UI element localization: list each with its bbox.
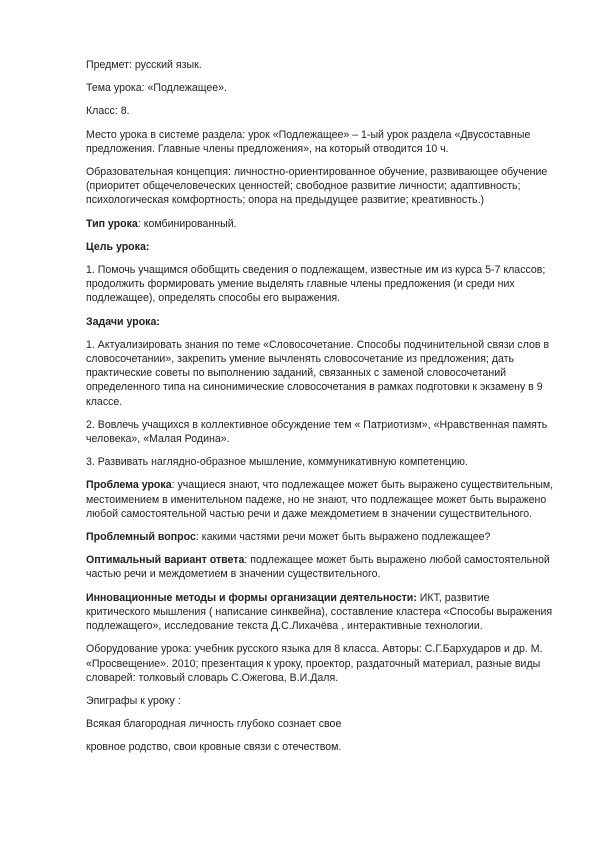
epigraph-line-2: кровное родство, свои кровные связи с отечеством. [86, 741, 342, 754]
task-item-3: 3. Развивать наглядно-образное мышление, коммуникативную компетенцию. [86, 456, 468, 469]
epigraphs-heading: Эпиграфы к уроку : [86, 694, 181, 707]
task-item-2: 2. Вовлечь учащихся в коллективное обсуждение тем « Патриотизм», «Нравственная память человека», «Малая Родина». [86, 418, 548, 446]
goal-heading-text: Цель урока: [86, 240, 150, 253]
answer-value: : подлежащее может быть выражено любой самостоятельной частью речи и междометием в значении существительного. [86, 554, 550, 581]
methods-paragraph [86, 591, 556, 634]
methods-label: Инновационные методы и формы организации деятельности: [86, 591, 417, 604]
problem-value: : учащиеся знают, что подлежащее может быть выражено существительным, местоимением в именительном падеже, но не знают, что подлежащее может быть выражено любой самостоятельной частью речи и даже междометием в значении существительного. [86, 479, 554, 520]
question-label: Проблемный вопрос [86, 531, 196, 544]
problem-paragraph [86, 478, 556, 521]
place-in-section-paragraph: Место урока в системе раздела: урок «Подлежащее» – 1-ый урок раздела «Двусоставные предложения. Главные члены предложения», на который отводится 10 ч. [86, 128, 531, 155]
goal-heading [86, 240, 556, 254]
epigraph-line-1: Всякая благородная личность глубоко сознает свое [86, 718, 342, 731]
answer-label: Оптимальный вариант ответа [86, 554, 245, 567]
lesson-type-paragraph [86, 217, 556, 231]
methods-value: ИКТ, развитие критического мышления ( написание синквейна), составление кластера «Способы выражения подлежащего», исследование текста Д.С.Лихачёва , интерактивные технологии. [86, 591, 553, 633]
answer-paragraph [86, 553, 556, 581]
lesson-type-value: : комбинированный. [137, 217, 237, 230]
topic-line: Тема урока: «Подлежащее». [86, 82, 227, 95]
question-paragraph [86, 530, 556, 544]
problem-label: Проблема урока [86, 479, 172, 492]
question-value: : какими частями речи может быть выражено подлежащее? [195, 531, 491, 544]
equipment-paragraph: Оборудование урока: учебник русского языка для 8 класса. Авторы: С.Г.Бархударов и др. М. «Просвещение». 2010; презентация к уроку, проектор, раздаточный материал, разные виды словарей: толковый словарь С.Ожегова, В.И.Даля. [86, 643, 543, 684]
goal-item-1: 1. Помочь учащимся обобщить сведения о подлежащем, известные им из курса 5-7 классов; продолжить формировать умение выделять главные члены предложения (и среди них подлежащее), определять способы его выражения. [86, 264, 546, 305]
grade-line: Класс: 8. [86, 105, 130, 118]
tasks-heading [86, 315, 556, 329]
document-body [86, 58, 556, 764]
task-item-1: 1. Актуализировать знания по теме «Словосочетание. Способы подчинительной связи слов в словосочетании», закрепить умение вычленять словосочетание из предложения; дать практические советы по выполнению заданий, связанных с заменой словосочетаний определенного типа на синонимические словосочетания в рамках подготовки к экзамену в 9 классе. [86, 338, 550, 408]
tasks-heading-text: Задачи урока: [86, 315, 160, 328]
subject-line: Предмет: русский язык. [86, 59, 202, 71]
concept-paragraph: Образовательная концепция: личностно-ориентированное обучение, развивающее обучение (приоритет общечеловеческих ценностей; свободное развитие личности; адаптивность; психологическая комфортность; опора на предыдущее развитие; креативность.) [86, 166, 548, 207]
lesson-type-label: Тип урока [86, 217, 138, 230]
